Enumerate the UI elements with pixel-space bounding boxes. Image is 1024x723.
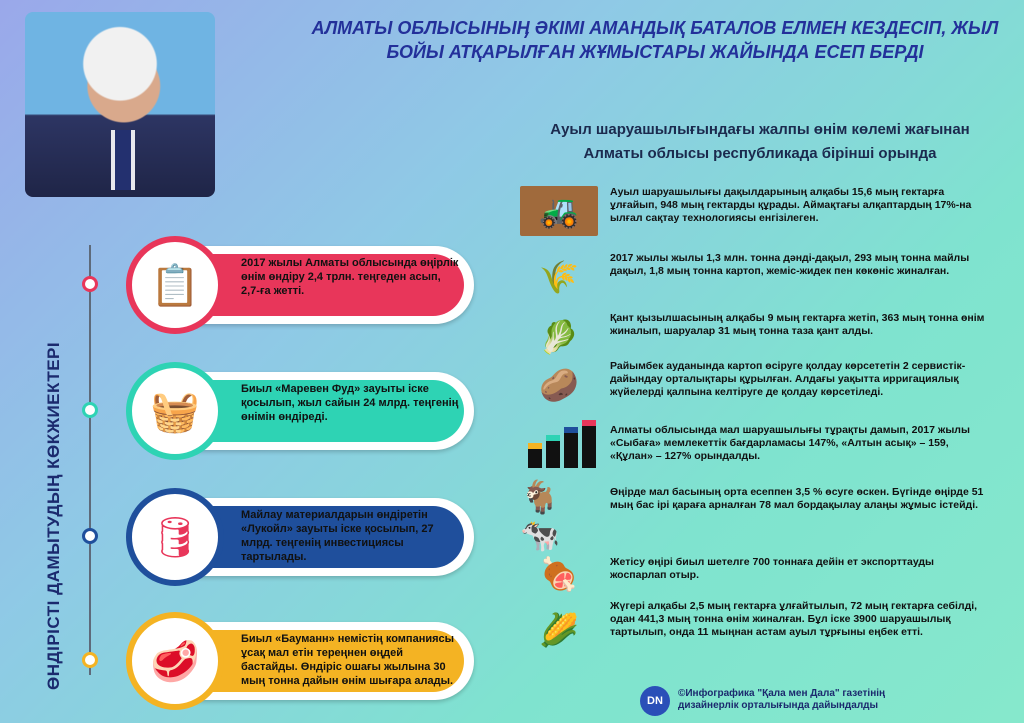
sugar-beet-icon: 🥬: [539, 319, 579, 355]
food-basket-icon: 🧺: [126, 362, 224, 460]
list-item-text: Ауыл шаруашылығы дақылдарының алқабы 15,6 мың гектарға ұлғайып, 948 мың гектарды құрады. Аймақтағы алқаптардың 17%-на ылғал сақтау технологиясы енгізілеген.: [610, 186, 972, 224]
minichart-bar: [582, 426, 596, 469]
ham-icon: 🍖: [539, 556, 579, 592]
list-item-text: 2017 жылы жылы 1,3 млн. тонна дәнді-дақыл, 293 мың тонна майлы дақыл, 1,8 мың тонна картоп, жеміс-жидек пен көкөніс жиналған.: [610, 252, 970, 277]
minichart-bar: [528, 449, 542, 468]
minichart-cap: [564, 427, 578, 433]
publisher-logo: DN: [640, 686, 670, 716]
timeline-line: [89, 245, 91, 675]
list-item-text: Райымбек ауданында картоп өсіруге қолдау көрсететін 2 сервистік-дайындау орталықтары құрылған. Алдағы уақытта ирригациялық жүйелерді қалпына келтіруге де қолдау көрсетіледі.: [610, 360, 966, 398]
page-title: АЛМАТЫ ОБЛЫСЫНЫӉ ӘКІМІ АМАНДЫҚ БАТАЛОВ ЕЛМЕН КЕЗДЕСІП, ЖЫЛ БОЙЫ АТҚАРЫЛҒАН ЖҰМЫСТАРЫ ЖАЙЫНДА ЕСЕП БЕРДІ: [311, 18, 999, 62]
card-regional-output: [126, 236, 478, 334]
tractor-icon: 🚜: [520, 186, 598, 236]
list-item-text: Жетісу өңірі биыл шетелге 700 тоннаға дейін ет экспорттауды жоспарлап отыр.: [610, 556, 935, 581]
timeline-dot-3: [82, 528, 98, 544]
list-item-text: Қант қызылшасының алқабы 9 мың гектарға жетіп, 363 мың тонна өнім жиналып, шаруалар 31 мың тонна таза қант алды.: [610, 312, 985, 337]
timeline-dot-4: [82, 652, 98, 668]
minichart-bar: [564, 433, 578, 468]
portrait-tie: [111, 130, 135, 190]
footer-credit-line1: ©Инфографика "Қала мен Дала" газетінің: [678, 688, 886, 699]
list-item-text: Өңірде мал басының орта есеппен 3,5 % өсуге өскен. Бүгінде өңірде 51 мың бас ірі қараға арналған 78 мал бордақылау алаңы жұмыс істейді.: [610, 486, 984, 511]
livestock-icon: 🐐🐄: [520, 479, 560, 553]
clipboard-icon: 📋: [126, 236, 224, 334]
list-item-text: Алматы облысында мал шаруашылығы тұрақты дамып, 2017 жылы «Сыбаға» мемлекеттік бағдарламасы 147%, «Алтын асық» – 159, «Құлан» – 127% орындалды.: [610, 424, 970, 462]
minichart-cap: [528, 443, 542, 449]
vertical-section-label: ӨНДІРІСТІ ДАМЫТУДЫҢ КӨКЖИЕКТЕРІ: [44, 341, 63, 690]
potato-icon: 🥔: [539, 367, 579, 403]
timeline-dot-1: [82, 276, 98, 292]
card-lukoil: [126, 488, 478, 586]
footer-credit: [678, 688, 978, 712]
list-item-text: Жүгері алқабы 2,5 мың гектарға ұлғайтылып, 72 мың гектарға себілді, одан 441,3 мың тонна өнім жиналған. Бұл іске 3900 шаруашылық тартылып, онда 11 мыңнан астам ауыл тұрғыны еңбек етті.: [610, 600, 978, 638]
official-portrait: [25, 12, 215, 197]
meat-icon: 🥩: [126, 612, 224, 710]
grain-sacks-icon: 🌾: [539, 259, 579, 295]
oil-can-icon: 🛢: [126, 488, 224, 586]
section-subtitle: Ауыл шаруашылығындағы жалпы өнім көлемі жағынан Алматы облысы республикада бірінші орында: [550, 121, 970, 162]
minichart-bar: [546, 441, 560, 469]
card-text: 2017 жылы Алматы облысында өңірлік өнім өндіру 2,4 трлн. теңгеден асып, 2,7-ға жетті.: [241, 257, 459, 297]
card-baumann: [126, 612, 478, 710]
corn-sack-icon: 🌽: [539, 612, 579, 648]
minichart-cap: [582, 420, 596, 426]
card-text: Майлау материалдарын өндіретін «Лукойл» зауыты іске қосылып, 27 млрд. теңгенің инвестициясы тартылады.: [241, 509, 434, 563]
minichart-cap: [546, 435, 560, 441]
card-text: Биыл «Бауманн» немістің компаниясы ұсақ мал етін тереңнен өңдей бастайды. Өндіріс ошағы жылына 30 мың тонна дайын өнім шығара алады.: [241, 633, 455, 687]
footer-credit-line2: дизайнерлік орталығында дайындалды: [678, 700, 879, 711]
bar-chart-icon: [520, 410, 600, 468]
timeline-dot-2: [82, 402, 98, 418]
card-mareven-food: [126, 362, 478, 460]
card-text: Биыл «Маревен Фуд» зауыты іске қосылып, жыл сайын 24 млрд. теңгенің өнімін өндіреді.: [241, 383, 459, 423]
